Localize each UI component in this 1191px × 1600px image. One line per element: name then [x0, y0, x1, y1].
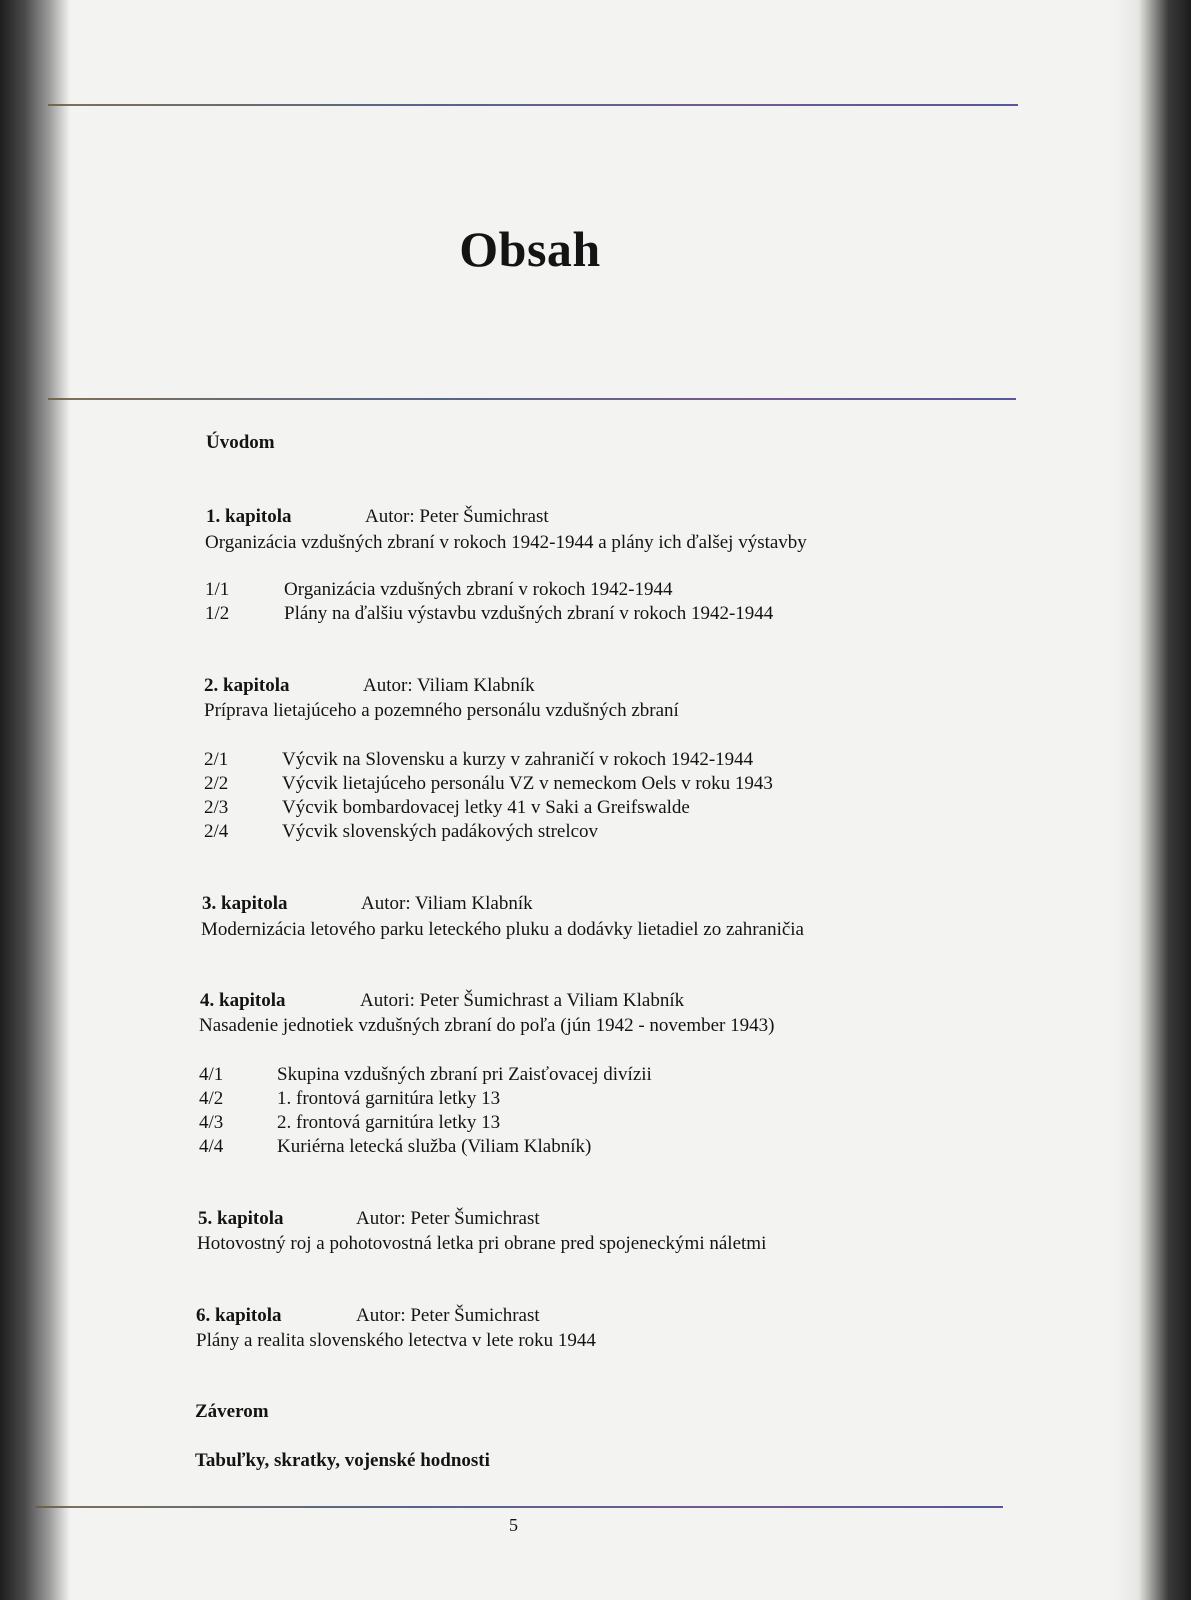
chapter-author: Autor: Peter Šumichrast [356, 1208, 540, 1229]
chapter-label: 2. kapitola [204, 675, 290, 696]
chapter-subtitle: Príprava lietajúceho a pozemného personálu vzdušných zbraní [204, 700, 679, 721]
chapter-label: 1. kapitola [206, 506, 292, 527]
chapter-label: 4. kapitola [200, 990, 286, 1011]
chapter-heading [204, 674, 904, 698]
chapter-subtitle: Modernizácia letového parku leteckého pluku a dodávky lietadiel zo zahraničia [201, 919, 804, 940]
section-title: Výcvik na Slovensku a kurzy v zahraničí v rokoch 1942-1944 [282, 749, 754, 770]
section-title: Organizácia vzdušných zbraní v rokoch 1942-1944 [284, 579, 673, 600]
chapter-label: 5. kapitola [198, 1208, 284, 1229]
section-title: Plány na ďalšiu výstavbu vzdušných zbraní v rokoch 1942-1944 [284, 603, 774, 624]
chapter-author: Autor: Peter Šumichrast [356, 1305, 540, 1326]
section-number: 2/4 [204, 821, 229, 842]
section-number: 4/3 [199, 1112, 224, 1133]
toc-intro: Úvodom [206, 432, 275, 453]
chapter-heading [196, 1304, 896, 1328]
section-title: 2. frontová garnitúra letky 13 [277, 1112, 501, 1133]
chapter-label: 3. kapitola [202, 893, 288, 914]
bottom-rule [36, 1506, 1003, 1508]
chapter-author: Autori: Peter Šumichrast a Viliam Klabník [360, 990, 685, 1011]
section-number: 4/1 [199, 1064, 224, 1085]
section-number: 4/4 [199, 1136, 224, 1157]
toc-appendix: Tabuľky, skratky, vojenské hodnosti [195, 1450, 490, 1471]
chapter-heading [198, 1207, 898, 1231]
section-title: Výcvik bombardovacej letky 41 v Saki a Greifswalde [282, 797, 690, 818]
section-title: Skupina vzdušných zbraní pri Zaisťovacej divízii [277, 1064, 652, 1085]
section-title: Kuriérna letecká služba (Viliam Klabník) [277, 1136, 592, 1157]
chapter-heading [202, 892, 902, 916]
chapter-heading [200, 989, 900, 1013]
page-number: 5 [509, 1515, 518, 1535]
chapter-author: Autor: Peter Šumichrast [365, 506, 549, 527]
chapter-subtitle: Organizácia vzdušných zbraní v rokoch 1942-1944 a plány ich ďalšej výstavby [205, 532, 807, 553]
chapter-subtitle: Nasadenie jednotiek vzdušných zbraní do poľa (jún 1942 - november 1943) [199, 1015, 775, 1036]
chapter-heading [206, 505, 906, 529]
chapter-author: Autor: Viliam Klabník [363, 675, 535, 696]
section-title: Výcvik slovenských padákových strelcov [282, 821, 599, 842]
section-number: 2/3 [204, 797, 229, 818]
chapter-author: Autor: Viliam Klabník [361, 893, 533, 914]
section-number: 2/1 [204, 749, 229, 770]
section-number: 2/2 [204, 773, 229, 794]
section-number: 4/2 [199, 1088, 224, 1109]
page-title: Obsah [459, 221, 601, 277]
toc-conclusion: Záverom [195, 1401, 269, 1422]
chapter-subtitle: Hotovostný roj a pohotovostná letka pri obrane pred spojeneckými náletmi [197, 1233, 767, 1254]
section-title: 1. frontová garnitúra letky 13 [277, 1088, 501, 1109]
chapter-label: 6. kapitola [196, 1305, 282, 1326]
chapter-subtitle: Plány a realita slovenského letectva v lete roku 1944 [196, 1330, 596, 1351]
section-title: Výcvik lietajúceho personálu VZ v nemeckom Oels v roku 1943 [282, 773, 773, 794]
section-number: 1/1 [205, 579, 230, 600]
section-number: 1/2 [205, 603, 230, 624]
